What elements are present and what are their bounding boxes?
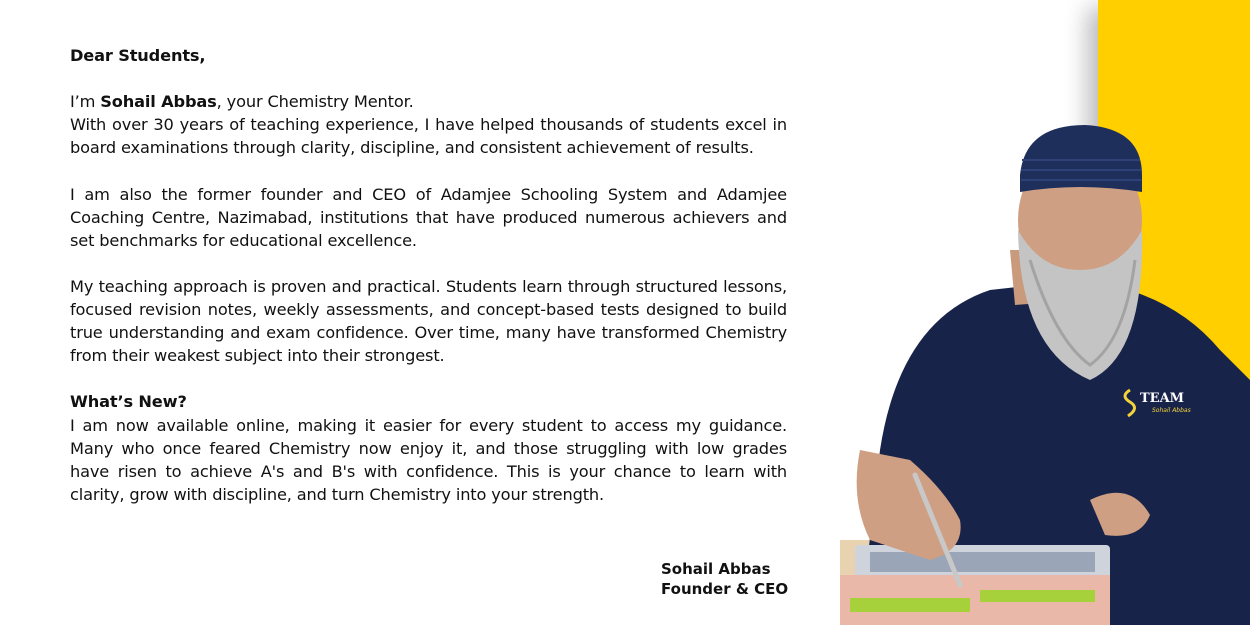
approach-paragraph: My teaching approach is proven and practical. Students learn through structured lessons, focused revision notes, weekly assessments, and concept-based tests designed to build true understanding and exam confidence. Over time, many have transformed Chemistry from their weakest subject into their strongest. — [70, 276, 787, 366]
whats-new-section — [70, 390, 787, 505]
mentor-photo — [840, 120, 1250, 625]
intro-paragraph — [70, 90, 787, 159]
letter-body — [70, 44, 787, 529]
signature-name: Sohail Abbas — [661, 560, 771, 578]
whats-new-heading: What’s New? — [70, 392, 187, 412]
signature — [661, 559, 788, 599]
signature-title: Founder & CEO — [661, 580, 789, 598]
svg-text:Sohail Abbas: Sohail Abbas — [1152, 407, 1191, 414]
background-paragraph: I am also the former founder and CEO of Adamjee Schooling System and Adamjee Coaching Centre, Nazimabad, institutions that have produced numerous achievers and set benchmarks for educational excellence. — [70, 184, 787, 250]
whats-new-body: I am now available online, making it easier for every student to access my guidance. Many who once feared Chemistry now enjoy it, and those struggling with low grades have risen to achieve A's and B's with confidence. This is your chance to learn with clarity, grow with discipline, and turn Chemistry into your strength. — [70, 415, 787, 504]
greeting: Dear Students, — [70, 46, 206, 65]
mentor-name: Sohail Abbas — [100, 92, 217, 112]
intro-line: I’m Sohail Abbas, your Chemistry Mentor. — [70, 92, 414, 112]
intro-body: With over 30 years of teaching experience, I have helped thousands of students excel in board examinations through clarity, discipline, and consistent achievement of results. — [70, 115, 787, 158]
svg-text:TEAM: TEAM — [1140, 391, 1185, 406]
